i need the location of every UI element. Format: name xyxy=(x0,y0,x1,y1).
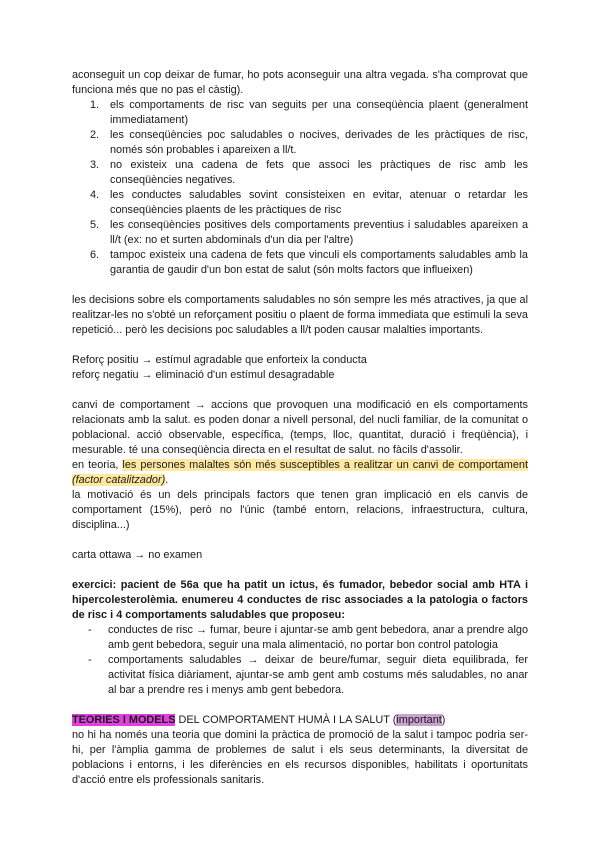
motivation-paragraph: la motivació és un dels principals factors que tenen gran implicació en els canvis de comportament (15%), però no l'únic (també entorn, relacions, infraestructura, cultura, disciplina...) xyxy=(72,489,528,531)
section-heading: TEORIES I MODELS DEL COMPORTAMENT HUMÀ I LA SALUT (important) xyxy=(72,714,446,726)
reasons-list xyxy=(72,98,528,278)
heading-highlight: TEORIES I MODELS xyxy=(72,714,176,726)
exercise-prompt: exercici: pacient de 56a que ha patit un ictus, és fumador, bebedor social amb HTA i hipercolesterolèmia. enumereu 4 conductes de risc associades a la patologia o factors de risc i 4 comportaments saludables que proposeu: xyxy=(72,579,528,621)
list-item: - comportaments saludables → deixar de beure/fumar, seguir dieta equilibrada, fer activitat física diàriament, ajuntar-se amb gent amb costums més saludables, no anar al bar a prendre res i menys amb gent bebedora. xyxy=(88,654,528,696)
positive-reinforcement: Reforç positiu → estímul agradable que enforteix la conducta xyxy=(72,354,367,366)
decisions-paragraph: les decisions sobre els comportaments saludables no són sempre les més atractives, ja que al realitzar-les no s'obté un reforçament positiu o plaent de forma immediata que estimuli la seva repetició... però les decisions poc saludables a ll/t poden causar malalties importants. xyxy=(72,294,528,336)
section-body: no hi ha només una teoria que domini la pràctica de promoció de la salut i tampoc podria ser-hi, per l'àmplia gamma de problemes de salut i els seus determinants, la diversitat de poblacions i entorns, i les diferències en els recursos disponibles, habilitats i oportunitats d'acció entre els professionals sanitaris. xyxy=(72,729,528,786)
important-tag: important xyxy=(396,714,442,726)
theory-paragraph: en teoria, les persones malaltes són més susceptibles a realitzar un canvi de comportament (factor catalitzador). xyxy=(72,459,528,486)
ottawa-note: carta ottawa → no examen xyxy=(72,549,203,561)
intro-paragraph: aconseguit un cop deixar de fumar, ho pots aconseguir una altra vegada. s'ha comprovat que funciona més que no pas el càstig). xyxy=(72,69,528,96)
highlighted-text: les persones malaltes són més susceptibles a realitzar un canvi de comportament xyxy=(122,459,528,471)
list-item: 6. tampoc existeix una cadena de fets que vinculi els comportaments saludables amb la garantia de gaudir d'un bon estat de salut (són molts factors que influeixen) xyxy=(90,249,528,276)
list-item: 1. els comportaments de risc van seguits per una conseqüència plaent (generalment immediatament) xyxy=(90,99,528,126)
list-item: 4. les conductes saludables sovint consisteixen en evitar, atenuar o retardar les conseqüències plaents de les pràctiques de risc xyxy=(90,189,528,216)
document-content xyxy=(72,68,528,788)
exercise-answers xyxy=(72,623,528,698)
list-item: - conductes de risc → fumar, beure i ajuntar-se amb gent bebedora, anar a prendre algo amb gent bebedora, seguir una mala alimentació, no portar bon control patologia xyxy=(88,624,528,651)
list-item: 3. no existeix una cadena de fets que associ les pràctiques de risc amb les conseqüències negatives. xyxy=(90,159,528,186)
list-item: 2. les conseqüències poc saludables o nocives, derivades de les pràctiques de risc, només són probables i apareixen a ll/t. xyxy=(90,129,528,156)
list-item: 5. les conseqüències positives dels comportaments preventius i saludables apareixen a ll/t (ex: no et surten abdominals d'un dia per l'altre) xyxy=(90,219,528,246)
negative-reinforcement: reforç negatiu → eliminació d'un estímul desagradable xyxy=(72,369,335,381)
catalyst-note: (factor catalitzador) xyxy=(72,474,166,486)
behavior-change-paragraph: canvi de comportament → accions que provoquen una modificació en els comportaments relacionats amb la salut. es poden donar a nivell personal, del nucli familiar, de la comunitat o poblacional. acció observable, específica, (temps, lloc, quantitat, duració i freqüència), i mesurable. té una conseqüència directa en el resultat de salut. no fàcils d'assolir. xyxy=(72,399,528,456)
